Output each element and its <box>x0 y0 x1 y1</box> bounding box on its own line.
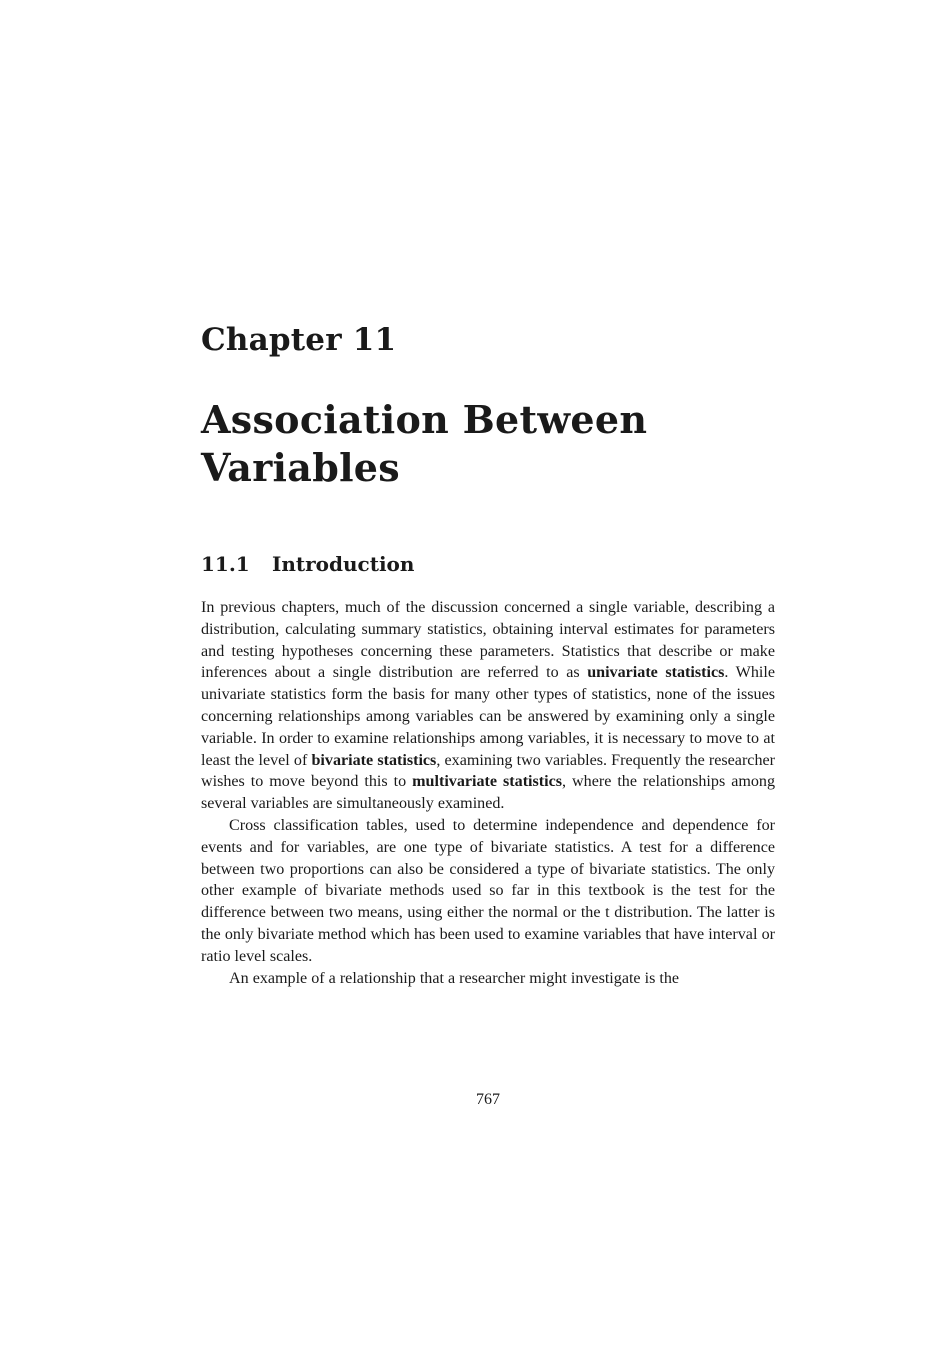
chapter-label: Chapter 11 <box>201 322 397 358</box>
paragraph-1-text-1: In previous chapters, much of the discussion concerned a single variable, describing a distribution, calculating summary statistics, obtaining interval estimates for parameters and testing hypotheses concerning these parameters. Statistics that describe or make inferences about a single distribution are referred to as <box>201 599 775 682</box>
document-page <box>201 0 775 1347</box>
paragraph-2: Cross classification tables, used to determine independence and dependence for events and for variables, are one type of bivariate statistics. A test for a difference between two proportions can also be considered a type of bivariate statistics. The only other example of bivariate methods used so far in this textbook is the test for the difference between two means, using either the normal or the t distribution. The latter is the only bivariate method which has been used to examine variables that have interval or ratio level scales. <box>201 816 775 965</box>
chapter-title-line-1: Association Between <box>201 397 648 442</box>
section-title: Introduction <box>272 552 415 576</box>
term-multivariate-statistics: multivariate statistics <box>412 773 563 791</box>
term-bivariate-statistics: bivariate statistics <box>311 751 437 769</box>
paragraph-3: An example of a relationship that a researcher might investigate is the <box>229 969 680 987</box>
section-heading <box>201 552 414 576</box>
paragraph-1-text-3: , examining two variables. Frequently the researcher wishes to move beyond this to <box>201 751 775 791</box>
body-text <box>201 597 775 989</box>
paragraph-1 <box>201 597 775 815</box>
term-univariate-statistics: univariate statistics <box>587 664 725 682</box>
paragraph-1-text-4: , where the relationships among several variables are simultaneously examined. <box>201 773 776 813</box>
chapter-title-line-2: Variables <box>201 445 400 490</box>
page-number: 767 <box>476 1091 500 1108</box>
chapter-title <box>201 396 775 492</box>
paragraph-1-text-2: . While univariate statistics form the basis for many other types of statistics, none of the issues concerning relationships among variables can be answered by examining only a single variable. In order to examine relationships among variables, it is necessary to move to at least the level of <box>201 664 776 769</box>
section-number: 11.1 <box>201 552 250 576</box>
